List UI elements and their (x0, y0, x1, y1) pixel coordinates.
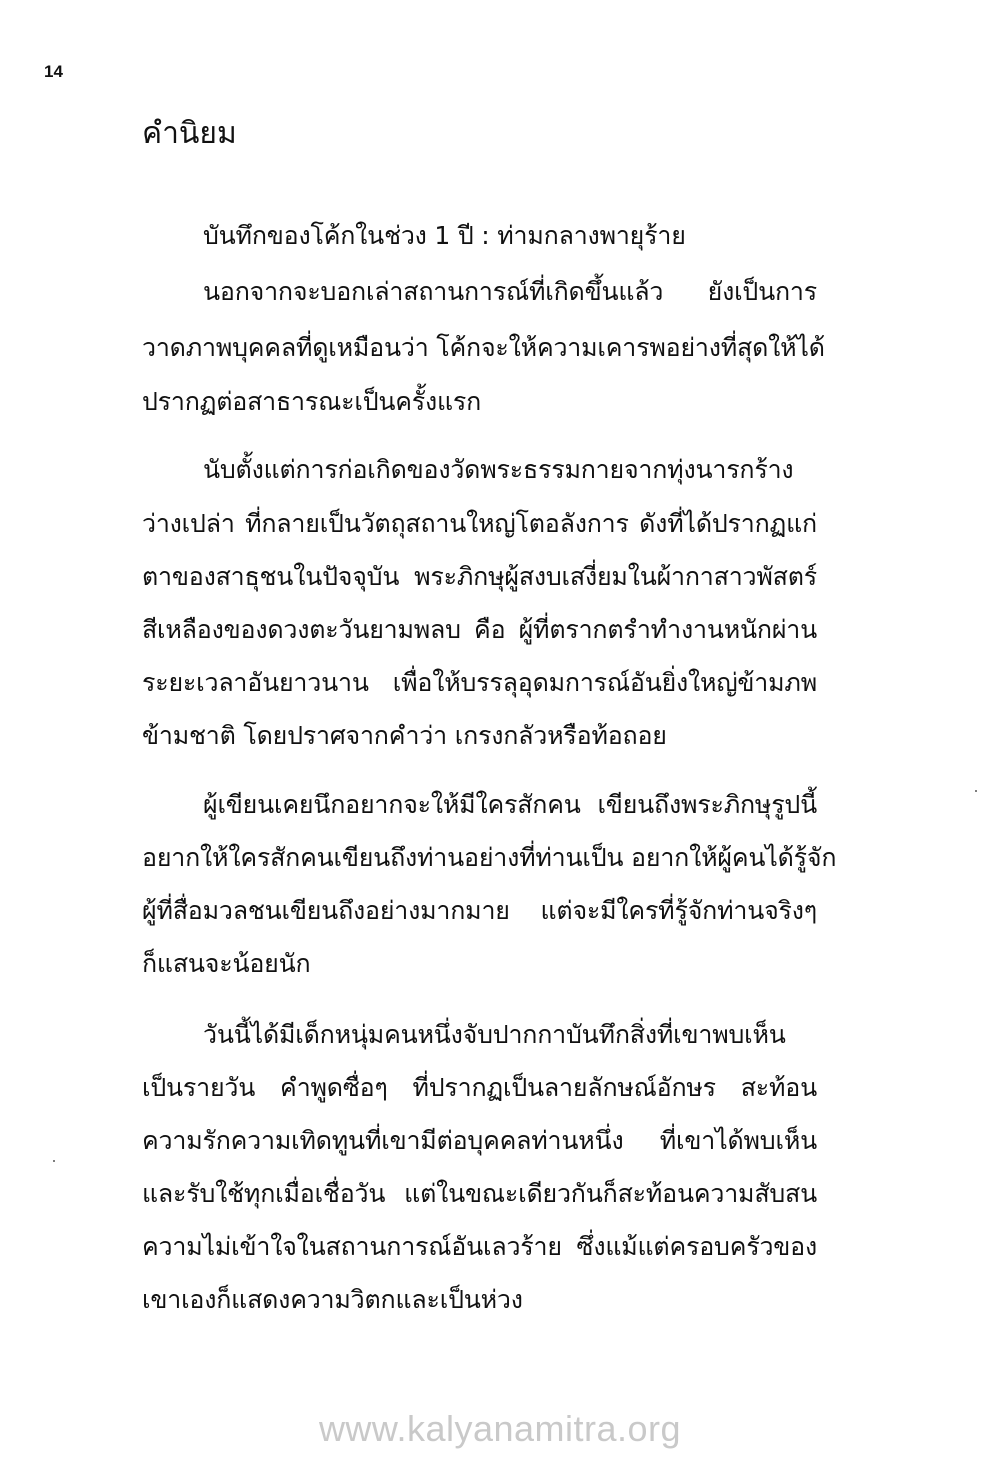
text-line: ตาของสาธุชนในปัจจุบัน พระภิกษุผู้สงบเสงี่ยมในผ้ากาสาวพัสตร์ (142, 562, 817, 591)
scan-speck (53, 1160, 55, 1162)
text-line: เขาเองก็แสดงความวิตกและเป็นห่วง (142, 1285, 523, 1314)
text-line: นับตั้งแต่การก่อเกิดของวัดพระธรรมกายจากทุ่งนารกร้าง (203, 455, 794, 484)
text-line: บันทึกของโค้กในช่วง 1 ปี : ท่ามกลางพายุร้าย (203, 221, 686, 250)
text-line: นอกจากจะบอกเล่าสถานการณ์ที่เกิดขึ้นแล้ว ยังเป็นการ (203, 277, 817, 306)
text-line: ข้ามชาติ โดยปราศจากคำว่า เกรงกลัวหรือท้อถอย (142, 721, 667, 750)
text-line: สีเหลืองของดวงตะวันยามพลบ คือ ผู้ที่ตรากตรำทำงานหนักผ่าน (142, 615, 817, 644)
text-line: เป็นรายวัน คำพูดซื่อๆ ที่ปรากฏเป็นลายลักษณ์อักษร สะท้อน (142, 1073, 817, 1102)
watermark-url: www.kalyanamitra.org (318, 1408, 682, 1449)
text-line: ก็แสนจะน้อยนัก (142, 949, 311, 978)
text-line: ปรากฏต่อสาธารณะเป็นครั้งแรก (142, 387, 482, 416)
text-line: วาดภาพบุคคลที่ดูเหมือนว่า โค้กจะให้ความเคารพอย่างที่สุดให้ได้ (142, 333, 825, 362)
text-line: อยากให้ใครสักคนเขียนถึงท่านอย่างที่ท่านเป็น อยากให้ผู้คนได้รู้จัก (142, 843, 837, 872)
page-number: 14 (44, 62, 63, 81)
text-line: ผู้เขียนเคยนึกอยากจะให้มีใครสักคน เขียนถึงพระภิกษุรูปนี้ (203, 790, 817, 819)
scan-speck (975, 790, 977, 792)
text-line: ความไม่เข้าใจในสถานการณ์อันเลวร้าย ซึ่งแม้แต่ครอบครัวของ (142, 1232, 817, 1261)
text-line: ความรักความเทิดทูนที่เขามีต่อบุคคลท่านหนึ่ง ที่เขาได้พบเห็น (142, 1126, 817, 1155)
page-title: คำนิยม (142, 116, 237, 151)
text-line: และรับใช้ทุกเมื่อเชื่อวัน แต่ในขณะเดียวกันก็สะท้อนความสับสน (142, 1179, 817, 1208)
text-line: ระยะเวลาอันยาวนาน เพื่อให้บรรลุอุดมการณ์อันยิ่งใหญ่ข้ามภพ (142, 668, 817, 697)
text-line: วันนี้ได้มีเด็กหนุ่มคนหนึ่งจับปากกาบันทึกสิ่งที่เขาพบเห็น (203, 1020, 786, 1049)
text-line: ผู้ที่สื่อมวลชนเขียนถึงอย่างมากมาย แต่จะมีใครที่รู้จักท่านจริงๆ (142, 896, 817, 925)
text-line: ว่างเปล่า ที่กลายเป็นวัตถุสถานใหญ่โตอลังการ ดังที่ได้ปรากฏแก่ (142, 509, 817, 538)
